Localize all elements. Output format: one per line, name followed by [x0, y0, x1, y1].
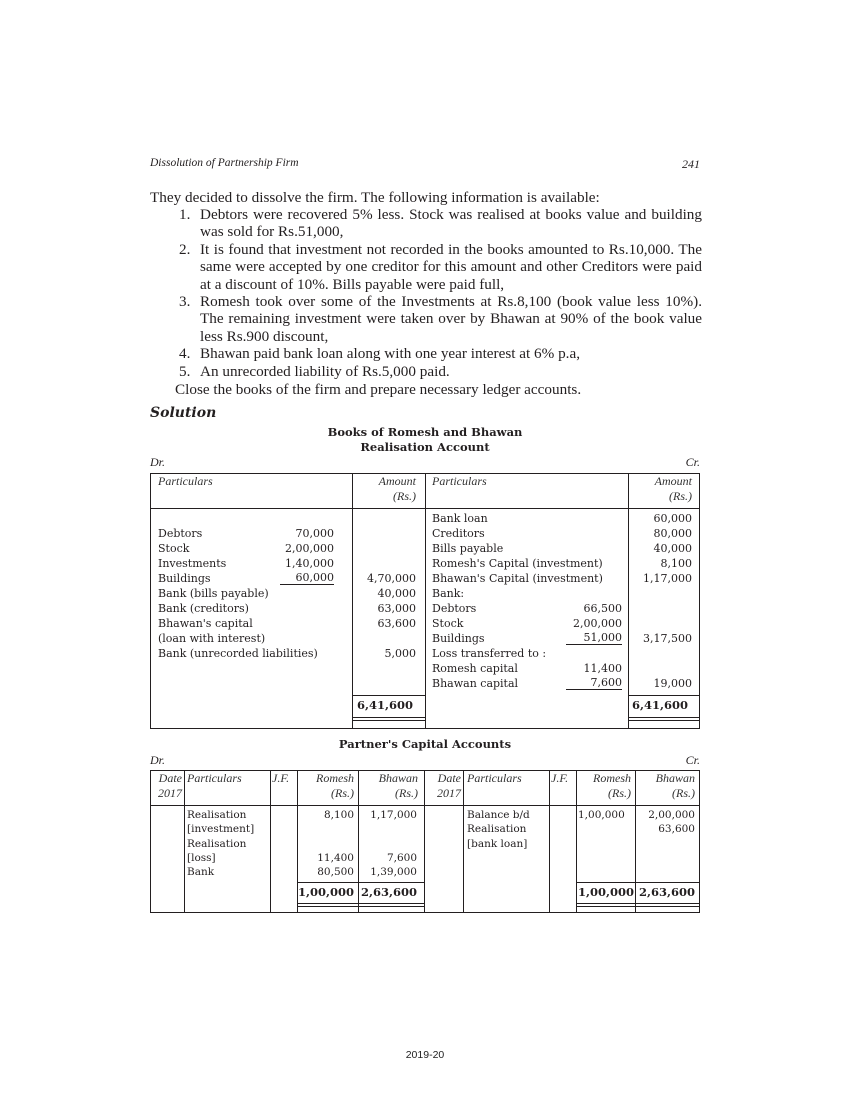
list-item	[150, 345, 702, 362]
item-text: Bhawan paid bank loan along with one year interest at 6% p.a,	[200, 345, 580, 363]
total-double-rule	[628, 720, 700, 721]
books-title: Books of Romesh and Bhawan	[327, 425, 523, 439]
solution-label: Solution	[150, 405, 217, 421]
credit-particular: Bank loan	[432, 512, 488, 525]
credit-amount: 3,17,500	[643, 632, 692, 645]
page-footer: 2019-20	[405, 1049, 445, 1061]
credit-particular: Balance b/d	[467, 809, 530, 821]
item-number: 2.	[179, 240, 191, 258]
column-divider	[270, 770, 271, 913]
realisation-total-dr: 6,41,600	[357, 698, 414, 712]
item-number: 3.	[179, 293, 191, 311]
item-text: Romesh took over some of the Investments at Rs.8,100 (book value less 10%). The remaining investment were taken over by Bhawan at 90% of the book value less Rs.900 discount,	[200, 293, 702, 345]
debit-particular: Investments	[158, 557, 227, 570]
debit-particular: Bank (creditors)	[158, 602, 249, 615]
debit-amount: 40,000	[377, 587, 416, 600]
column-divider	[463, 770, 464, 913]
header-particulars-cr: Particulars	[432, 474, 487, 488]
credit-sub-amount: 11,400	[583, 662, 622, 675]
header-bhawan: Bhawan	[655, 771, 695, 785]
header-rs: (Rs.)	[608, 786, 631, 800]
capital-total-cr-bhawan: 2,63,600	[638, 885, 695, 899]
debit-bhawan: 1,39,000	[370, 866, 417, 878]
header-rule	[150, 805, 700, 806]
header-rs: (Rs.)	[672, 786, 695, 800]
intro-text: They decided to dissolve the firm. The following information is available:	[150, 189, 600, 206]
credit-particular: Stock	[432, 617, 464, 630]
item-text: An unrecorded liability of Rs.5,000 paid.	[200, 362, 450, 380]
debit-amount: 5,000	[384, 647, 416, 660]
debit-bhawan: 7,600	[386, 852, 417, 864]
header-particulars: Particulars	[467, 771, 522, 785]
dr-label: Dr.	[150, 455, 166, 469]
debit-sub-amount: 2,00,000	[285, 542, 334, 555]
credit-particular: Romesh's Capital (investment)	[432, 557, 603, 570]
credit-amount: 19,000	[653, 677, 692, 690]
credit-particular: [bank loan]	[467, 838, 528, 850]
total-double-rule	[628, 717, 700, 718]
chapter-title: Dissolution of Partnership Firm	[150, 157, 299, 169]
header-amount-dr: Amount	[378, 474, 416, 488]
header-particulars: Particulars	[187, 771, 242, 785]
column-divider	[549, 770, 550, 913]
credit-particular: Bills payable	[432, 542, 504, 555]
debit-sub-amount: 1,40,000	[285, 557, 334, 570]
header-jf: J.F.	[551, 771, 569, 785]
total-rule	[576, 882, 700, 883]
header-date: Date	[437, 771, 461, 785]
debit-particular: Realisation	[187, 809, 247, 821]
debit-romesh: 8,100	[323, 809, 354, 821]
capital-total-cr-romesh: 1,00,000	[578, 885, 635, 899]
credit-sub-amount: 66,500	[583, 602, 622, 615]
credit-particular: Bank:	[432, 587, 465, 600]
item-text: Debtors were recovered 5% less. Stock was realised at books value and building was sold for Rs.51,000,	[200, 206, 702, 241]
debit-particular: (loan with interest)	[158, 632, 266, 645]
debit-sub-amount: 70,000	[295, 527, 334, 540]
item-number: 1.	[179, 206, 191, 223]
debit-particular: Bank (unrecorded liabilities)	[158, 647, 318, 660]
total-rule	[297, 882, 425, 883]
total-double-rule	[352, 717, 426, 718]
table-border	[699, 473, 700, 729]
realisation-title: Realisation Account	[360, 440, 490, 454]
capital-accounts-title: Partner's Capital Accounts	[338, 737, 512, 751]
cr-label: Cr.	[685, 455, 700, 469]
total-double-rule	[352, 720, 426, 721]
credit-particular: Creditors	[432, 527, 485, 540]
credit-amount: 8,100	[660, 557, 692, 570]
debit-romesh: 80,500	[317, 866, 354, 878]
capital-total-dr-romesh: 1,00,000	[297, 885, 354, 899]
total-double-rule	[297, 906, 425, 907]
list-item	[150, 363, 702, 380]
list-item	[150, 206, 702, 241]
total-double-rule	[576, 906, 700, 907]
header-year: 2017	[158, 786, 182, 800]
debit-amount: 63,000	[377, 602, 416, 615]
credit-particular: Realisation	[467, 823, 527, 835]
debit-sub-amount: 60,000	[280, 571, 334, 585]
running-head	[150, 157, 700, 173]
dr-label: Dr.	[150, 753, 166, 767]
header-bhawan: Bhawan	[378, 771, 418, 785]
credit-particular: Buildings	[432, 632, 485, 645]
capital-total-dr-bhawan: 2,63,600	[360, 885, 417, 899]
column-divider	[184, 770, 185, 913]
credit-amount: 60,000	[653, 512, 692, 525]
total-double-rule	[576, 903, 700, 904]
credit-particular: Bhawan capital	[432, 677, 519, 690]
credit-particular: Bhawan's Capital (investment)	[432, 572, 603, 585]
credit-amount: 80,000	[653, 527, 692, 540]
information-list	[150, 206, 702, 380]
realisation-total-cr: 6,41,600	[632, 698, 689, 712]
list-item	[150, 241, 702, 293]
header-rule	[150, 508, 700, 509]
credit-particular: Loss transferred to :	[432, 647, 547, 660]
header-particulars-dr: Particulars	[158, 474, 213, 488]
debit-particular: Debtors	[158, 527, 203, 540]
table-border	[699, 770, 700, 913]
item-number: 4.	[179, 345, 191, 363]
header-year: 2017	[437, 786, 461, 800]
debit-romesh: 11,400	[317, 852, 354, 864]
credit-bhawan: 2,00,000	[648, 809, 695, 821]
table-border	[150, 473, 151, 729]
debit-particular: Realisation	[187, 838, 247, 850]
header-rs: (Rs.)	[331, 786, 354, 800]
header-rs-dr: (Rs.)	[393, 489, 416, 503]
cr-label: Cr.	[685, 753, 700, 767]
credit-amount: 1,17,000	[643, 572, 692, 585]
closing-instruction: Close the books of the firm and prepare necessary ledger accounts.	[175, 381, 582, 398]
debit-amount: 4,70,000	[367, 572, 416, 585]
debit-particular: Stock	[158, 542, 190, 555]
header-romesh: Romesh	[593, 771, 631, 785]
header-rs: (Rs.)	[395, 786, 418, 800]
header-jf: J.F.	[272, 771, 290, 785]
debit-particular: Bank (bills payable)	[158, 587, 269, 600]
debit-amount: 63,600	[377, 617, 416, 630]
header-rs-cr: (Rs.)	[669, 489, 692, 503]
header-romesh: Romesh	[316, 771, 354, 785]
debit-particular: Bank	[187, 866, 215, 878]
list-item	[150, 293, 702, 345]
capital-dr-cr	[150, 753, 700, 767]
column-divider	[425, 473, 426, 729]
debit-bhawan: 1,17,000	[370, 809, 417, 821]
debit-particular: Bhawan's capital	[158, 617, 253, 630]
page-number: 241	[682, 157, 700, 171]
header-amount-cr: Amount	[654, 474, 692, 488]
credit-particular: Debtors	[432, 602, 477, 615]
header-date: Date	[158, 771, 182, 785]
credit-bhawan: 63,600	[658, 823, 695, 835]
total-rule	[352, 695, 426, 696]
credit-sub-amount: 2,00,000	[573, 617, 622, 630]
credit-particular: Romesh capital	[432, 662, 518, 675]
credit-sub-amount: 7,600	[566, 676, 622, 690]
item-number: 5.	[179, 362, 191, 380]
item-text: It is found that investment not recorded in the books amounted to Rs.10,000. The same were accepted by one creditor for this amount and other Creditors were paid at a discount of 10%. Bills payable were paid full,	[200, 240, 702, 293]
credit-romesh: 1,00,000	[578, 809, 625, 821]
debit-particular: Buildings	[158, 572, 211, 585]
debit-particular: [investment]	[187, 823, 255, 835]
total-rule	[628, 695, 700, 696]
realisation-dr-cr	[150, 455, 700, 469]
debit-particular: [loss]	[187, 852, 216, 864]
total-double-rule	[297, 903, 425, 904]
credit-sub-amount: 51,000	[566, 631, 622, 645]
credit-amount: 40,000	[653, 542, 692, 555]
